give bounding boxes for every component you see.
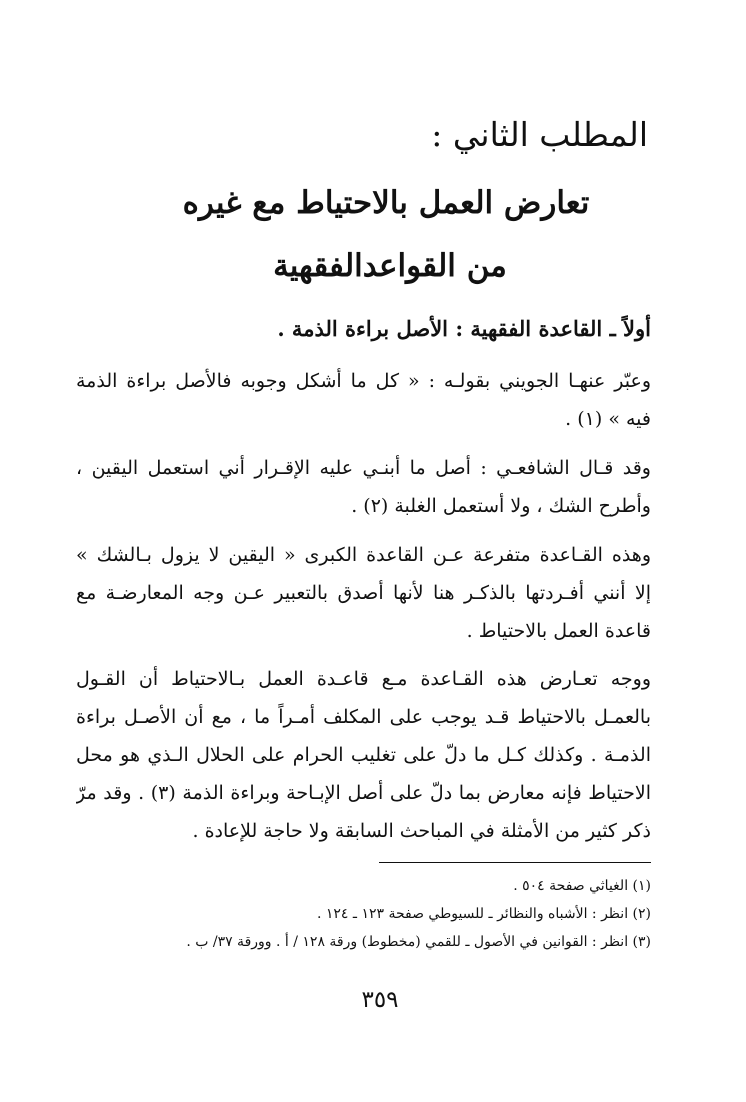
paragraph-line: ووجه تعـارض هذه القـاعدة مـع قاعـدة العمل بـالاحتياط أن القـول <box>76 668 651 690</box>
page-number: ٣٥٩ <box>361 987 399 1013</box>
subsection-heading: أولاً ـ القاعدة الفقهية : الأصل براءة الذمة . <box>277 316 651 341</box>
paragraph-line: وعبّر عنهـا الجويني بقولـه : « كل ما أشكل وجوبه فالأصل براءة الذمة <box>76 370 651 392</box>
paragraph-line: إلا أنني أفـردتها بالذكـر هنا لأنها أصدق بالتعبير عـن وجه المعارضـة مع <box>76 582 651 604</box>
paragraph-line: وهذه القـاعدة متفرعة عـن القاعدة الكبرى « اليقين لا يزول بـالشك » <box>76 544 651 566</box>
paragraph-line: الذمـة . وكذلك كـل ما دلّ على تغليب الحرام على الحلال الـذي هو محل <box>76 744 651 766</box>
paragraph-line: الاحتياط فإنه معارض بما دلّ على أصل الإبـاحة وبراءة الذمة (٣) . وقد مرّ <box>76 782 651 804</box>
paragraph-4 <box>76 660 651 850</box>
paragraph-line: فيه » (١) . <box>565 408 651 430</box>
paragraph-line: وقد قـال الشافعـي : أصل ما أبنـي عليه الإقـرار أني استعمل اليقين ، <box>76 457 651 479</box>
chapter-title-line-2: من القواعدالفقهية <box>273 248 507 284</box>
paragraph-2 <box>76 449 651 525</box>
paragraph-line: بالعمـل بالاحتياط قـد يوجب على المكلف أمـراً ما ، مع أن الأصـل براءة <box>76 706 651 728</box>
footnotes <box>60 872 651 956</box>
chapter-title-line-1: تعارض العمل بالاحتياط مع غيره <box>182 185 590 221</box>
footnote-divider <box>379 862 651 863</box>
paragraph-3 <box>76 536 651 650</box>
footnote-2: (٢) انظر : الأشباه والنظائر ـ للسيوطي صفحة ١٢٣ ـ ١٢٤ . <box>316 906 651 922</box>
section-label: المطلب الثاني : <box>431 115 648 154</box>
paragraph-1 <box>76 362 651 438</box>
paragraph-line: ذكر كثير من الأمثلة في المباحث السابقة ولا حاجة للإعادة . <box>192 820 651 842</box>
footnote-1: (١) الغياثي صفحة ٥٠٤ . <box>513 878 651 894</box>
paragraph-line: قاعدة العمل بالاحتياط . <box>466 620 651 642</box>
footnote-3: (٣) انظر : القوانين في الأصول ـ للقمي (مخطوط) ورقة ١٢٨ / أ . وورقة ٣٧/ ب . <box>186 934 651 950</box>
paragraph-line: وأطرح الشك ، ولا أستعمل الغلبة (٢) . <box>351 495 651 517</box>
